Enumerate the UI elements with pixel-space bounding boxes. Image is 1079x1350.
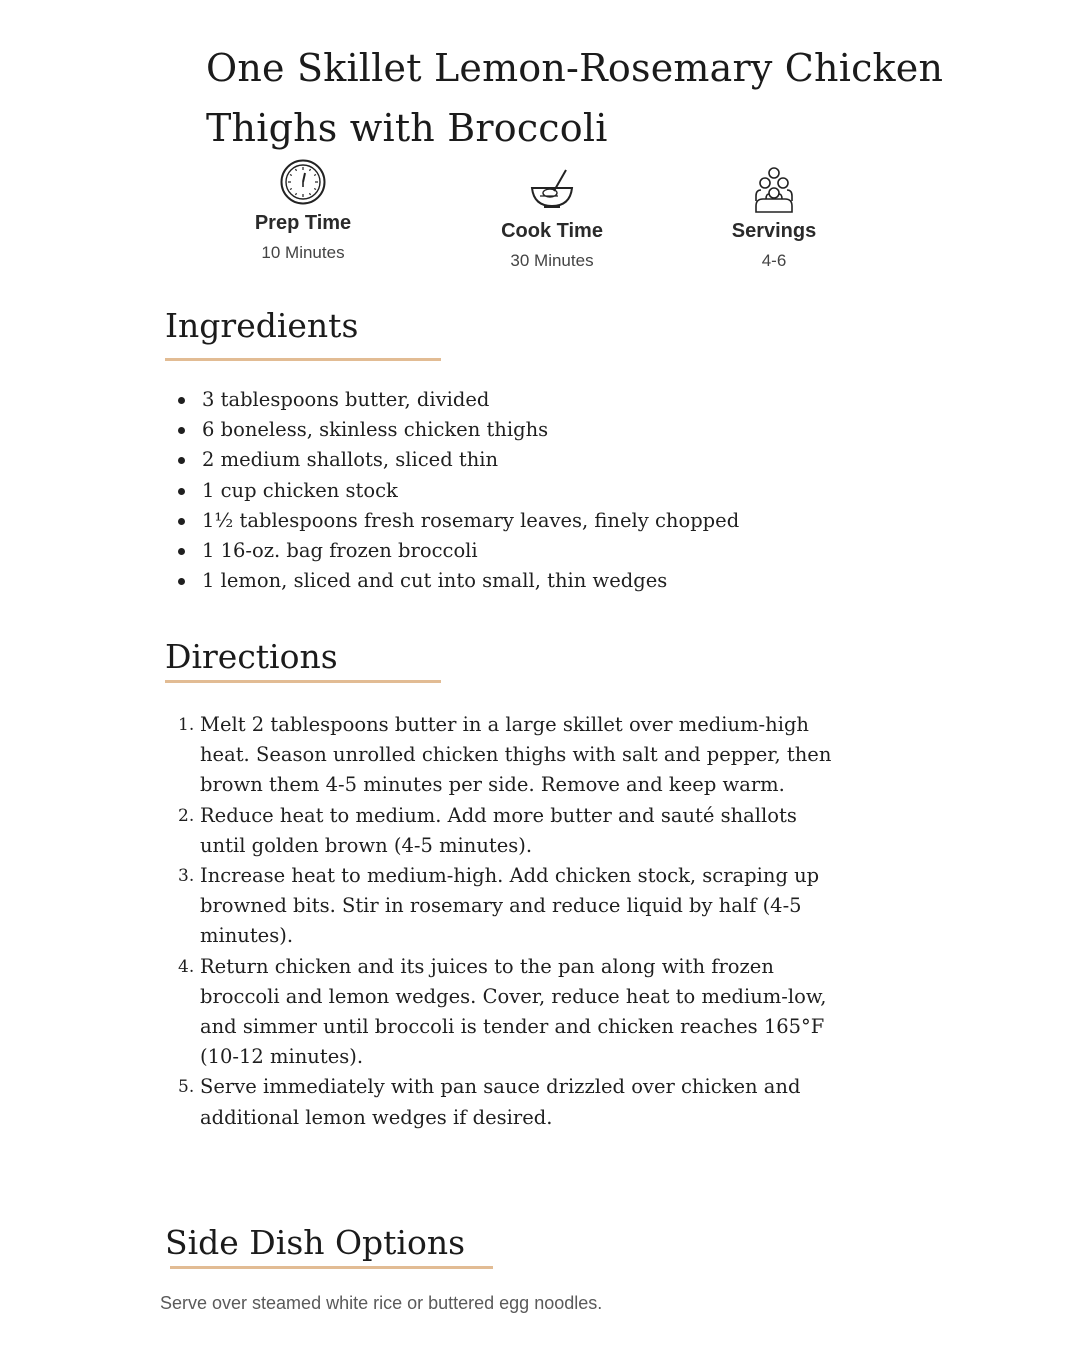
ingredient-item: 1 16-oz. bag frozen broccoli: [165, 536, 965, 566]
step-number: 2.: [178, 805, 195, 826]
mixing-bowl-icon: [528, 166, 576, 214]
step-text: Return chicken and its juices to the pan along with frozen broccoli and lemon wedges. Cover, reduce heat to medium-low, and simmer until broccoli is tender and chicken reaches 165°F (10-12 minutes).: [200, 954, 827, 1069]
ingredient-item: 1½ tablespoons fresh rosemary leaves, finely chopped: [165, 506, 965, 536]
step-number: 5.: [178, 1077, 195, 1098]
prep-time-label: Prep Time: [254, 212, 352, 234]
step-number: 1.: [178, 715, 195, 735]
side-dish-heading: Side Dish Options: [165, 1223, 466, 1262]
ingredient-item: 6 boneless, skinless chicken thighs: [165, 415, 965, 445]
directions-list: [180, 710, 840, 1133]
direction-step: [180, 952, 840, 1073]
step-number: 4.: [178, 956, 195, 977]
cook-time-label: Cook Time: [501, 220, 603, 242]
step-number: 3.: [178, 866, 195, 887]
side-dish-rule: [170, 1266, 493, 1269]
direction-step: [180, 710, 840, 801]
cook-time-block: [452, 166, 652, 271]
ingredient-item: 1 lemon, sliced and cut into small, thin wedges: [165, 566, 965, 596]
ingredient-item: 1 cup chicken stock: [165, 476, 965, 506]
step-text: Serve immediately with pan sauce drizzled over chicken and additional lemon wedges if desired.: [200, 1075, 801, 1129]
direction-step: [180, 861, 840, 952]
ingredients-list: [165, 385, 965, 596]
side-dish-text: Serve over steamed white rice or buttered egg noodles.: [160, 1293, 603, 1313]
ingredients-heading: Ingredients: [165, 306, 359, 345]
direction-step: [180, 1072, 840, 1132]
ingredient-item: 2 medium shallots, sliced thin: [165, 445, 965, 475]
clock-icon: [279, 158, 327, 206]
step-text: Melt 2 tablespoons butter in a large skillet over medium-high heat. Season unrolled chicken thighs with salt and pepper, then brown them 4-5 minutes per side. Remove and keep warm.: [200, 713, 832, 797]
direction-step: [180, 801, 840, 861]
step-text: Increase heat to medium-high. Add chicken stock, scraping up browned bits. Stir in rosemary and reduce liquid by half (4-5 minutes).: [200, 864, 820, 948]
prep-time-block: [203, 158, 403, 263]
servings-block: [674, 166, 874, 271]
directions-rule: [165, 680, 441, 683]
directions-heading: Directions: [165, 637, 338, 676]
step-text: Reduce heat to medium. Add more butter and sauté shallots until golden brown (4-5 minutes).: [200, 803, 797, 857]
ingredient-item: 3 tablespoons butter, divided: [165, 385, 965, 415]
servings-label: Servings: [731, 220, 817, 242]
ingredients-rule: [165, 358, 441, 361]
prep-time-value: 10 Minutes: [261, 243, 345, 262]
recipe-title: One Skillet Lemon-Rosemary Chicken Thighs with Broccoli: [206, 46, 944, 150]
people-icon: [750, 166, 798, 214]
cook-time-value: 30 Minutes: [510, 251, 594, 270]
servings-value: 4-6: [761, 251, 787, 270]
